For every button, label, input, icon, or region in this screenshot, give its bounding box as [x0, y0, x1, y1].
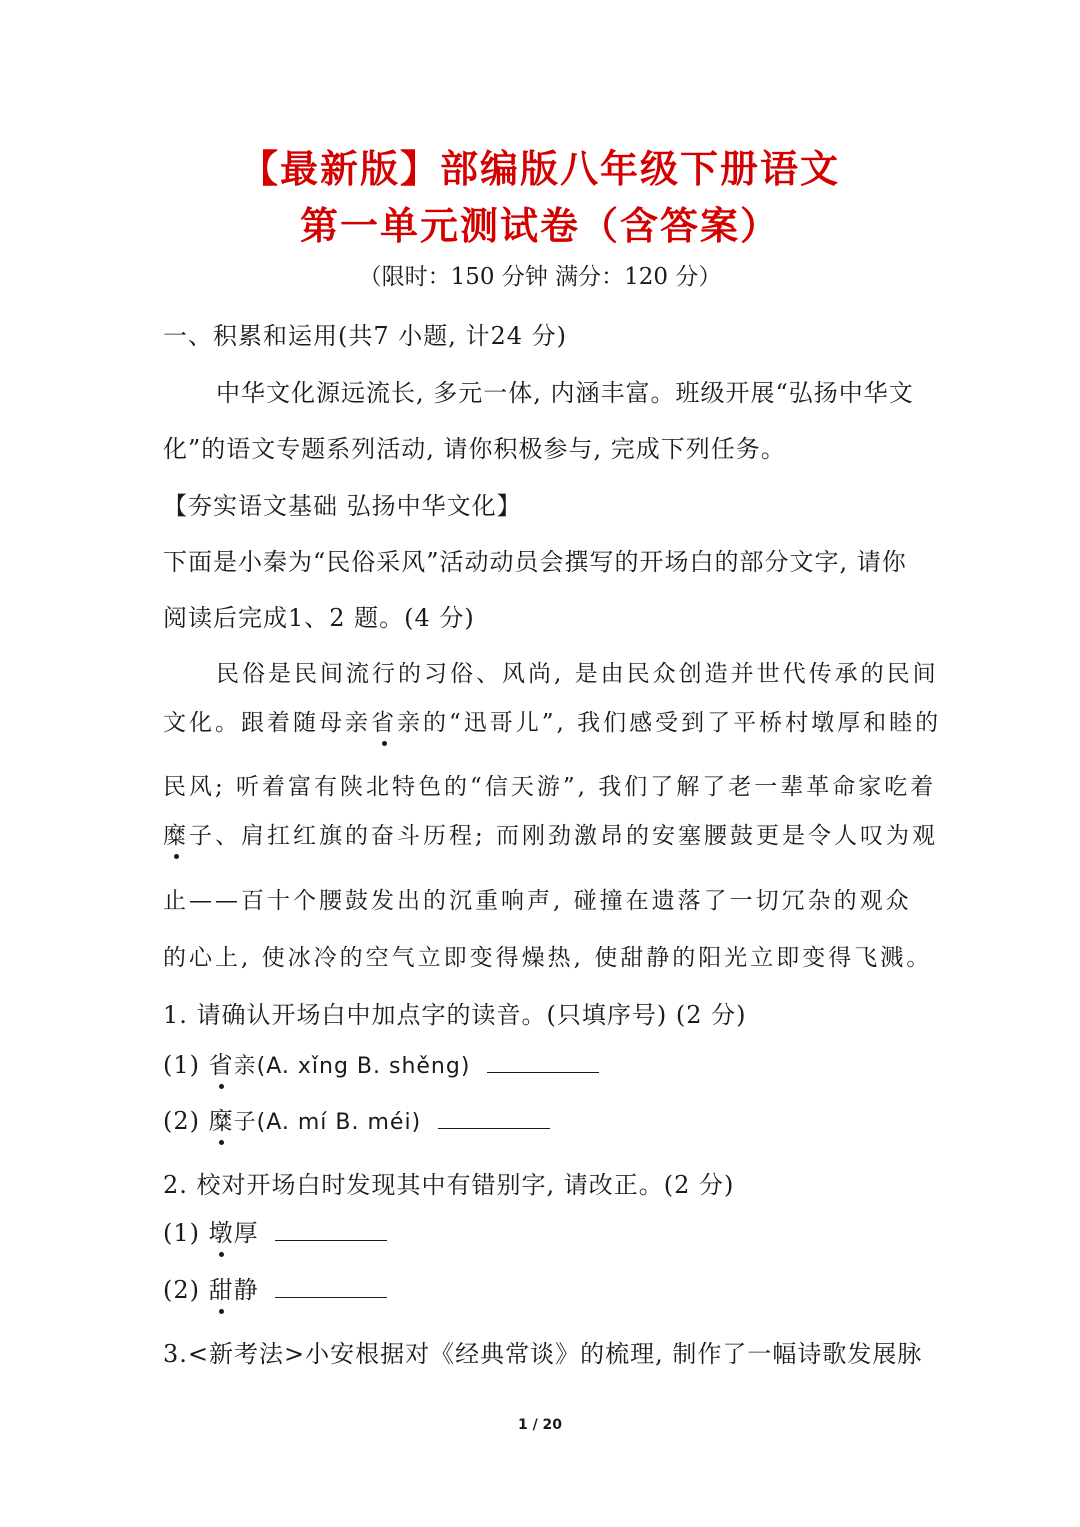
page-title-line2: 第一单元测试卷（含答案）: [299, 203, 780, 248]
passage-text: 文化。跟着随母亲: [163, 710, 371, 736]
page-title-line1: 【最新版】部编版八年级下册语文: [239, 146, 840, 191]
item-number: (1): [163, 1219, 200, 1247]
pinyin-options: 亲(A. xǐng B. shěng): [233, 1054, 471, 1079]
word-rest: 静: [233, 1276, 259, 1304]
question-2-item-2: [163, 1270, 387, 1305]
intro-line-1: 中华文化源远流长, 多元一体, 内涵丰富。班级开展“弘扬中华文: [216, 379, 914, 407]
question-1-item-2: [163, 1101, 550, 1136]
lead-line-1: 下面是小秦为“民俗采风”活动动员会撰写的开场白的部分文字, 请你: [163, 548, 907, 576]
pinyin-options: 子(A. mí B. méi): [233, 1110, 422, 1135]
answer-blank[interactable]: [487, 1050, 599, 1073]
answer-blank[interactable]: [438, 1106, 550, 1129]
item-number: (2): [163, 1107, 200, 1135]
question-3-stem: 3.<新考法>小安根据对《经典常谈》的梳理, 制作了一幅诗歌发展脉: [163, 1340, 923, 1368]
passage-line-6: 的心上, 使冰冷的空气立即变得燥热, 使甜静的阳光立即变得飞溅。: [163, 945, 933, 971]
page-indicator: 1 / 20: [517, 1417, 563, 1433]
task-title: 【夯实语文基础 弘扬中华文化】: [163, 492, 522, 520]
word-rest: 厚: [233, 1219, 259, 1247]
passage-line-1: 民俗是民间流行的习俗、风尚, 是由民众创造并世代传承的民间: [216, 661, 939, 687]
answer-blank[interactable]: [275, 1275, 387, 1298]
passage-line-3: 民风; 听着富有陕北特色的“信天游”, 我们了解了老一辈革命家吃着: [163, 774, 937, 800]
passage-text: 亲的“迅哥儿”, 我们感受到了平桥村墩厚和睦的: [397, 710, 942, 736]
emphasis-dot-char: 糜: [209, 1101, 234, 1136]
item-number: (2): [163, 1276, 200, 1304]
lead-line-2: 阅读后完成1、2 题。(4 分): [163, 604, 475, 632]
question-2-stem: 2. 校对开场白时发现其中有错别字, 请改正。(2 分): [163, 1171, 735, 1199]
emphasis-dot-char: 甜: [209, 1270, 234, 1305]
emphasis-dot-char: 省: [371, 704, 397, 737]
intro-line-2: 化”的语文专题系列活动, 请你积极参与, 完成下列任务。: [163, 435, 786, 463]
answer-blank[interactable]: [275, 1218, 387, 1241]
passage-text: 子、肩扛红旗的奋斗历程; 而刚劲激昂的安塞腰鼓更是令人叹为观: [189, 823, 939, 849]
section-heading: 一、积累和运用(共7 小题, 计24 分): [163, 322, 568, 350]
passage-line-2: [163, 704, 941, 737]
emphasis-dot-char: 墩: [209, 1213, 234, 1248]
emphasis-dot-char: 糜: [163, 817, 189, 850]
emphasis-dot-char: 省: [209, 1045, 234, 1080]
passage-line-5: 止——百十个腰鼓发出的沉重响声, 碰撞在遗落了一切冗杂的观众: [163, 888, 912, 914]
item-number: (1): [163, 1051, 200, 1079]
question-1-stem: 1. 请确认开场白中加点字的读音。(只填序号) (2 分): [163, 1001, 747, 1029]
question-2-item-1: [163, 1213, 387, 1248]
time-limit-subtitle: （限时：150 分钟 满分：120 分）: [358, 264, 722, 290]
passage-line-4: [163, 817, 938, 850]
question-1-item-1: [163, 1045, 599, 1080]
